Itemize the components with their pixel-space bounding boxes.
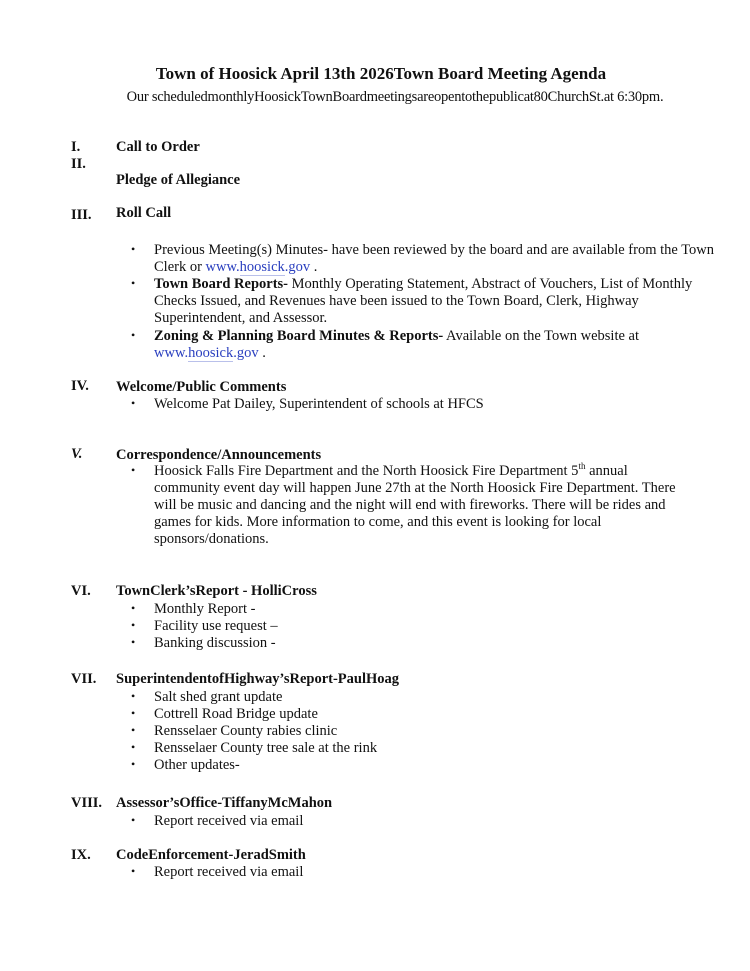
section-number: VIII. (71, 795, 103, 811)
list-item: • Rensselaer County rabies clinic (131, 723, 338, 739)
list-item: • Facility use request – (131, 618, 278, 634)
section-title: Pledge of Allegiance (116, 172, 241, 188)
section-title: Welcome/Public Comments (116, 379, 287, 395)
list-item: • Report received via email (131, 864, 304, 880)
bullet-icon: • (131, 601, 136, 615)
section-title: Roll Call (116, 205, 172, 221)
section-title: Call to Order (116, 139, 200, 155)
list-item: • Town Board Reports- Monthly Operating Statement, Abstract of Vouchers, List of Monthly Checks Issued, and Revenues have been issued to the Town Board, Clerk, Highway Superintendent, and Assessor. (131, 276, 693, 326)
list-item: • Zoning & Planning Board Minutes & Reports- Available on the Town website at www.hoosick.gov . (131, 328, 639, 361)
section-title: SuperintendentofHighway’sReport-PaulHoag (116, 671, 400, 687)
bullet-icon: • (131, 723, 136, 737)
hoosick-website-link[interactable]: www.hoosick.gov (205, 259, 311, 275)
section-number: IX. (71, 847, 91, 863)
bullet-icon: • (131, 740, 136, 754)
section-title: Correspondence/Announcements (116, 447, 322, 463)
list-item: • Salt shed grant update (131, 689, 283, 705)
section-number: VII. (71, 671, 97, 687)
list-item: • Cottrell Road Bridge update (131, 706, 318, 722)
list-item: • Rensselaer County tree sale at the rink (131, 740, 378, 756)
town-clerk-list (131, 601, 716, 652)
bullet-icon: • (131, 757, 136, 771)
bullet-icon: • (131, 635, 136, 649)
document-title: Town of Hoosick April 13th 2026Town Board Meeting Agenda (155, 64, 607, 83)
section-number: II. (71, 156, 86, 172)
list-item: • Hoosick Falls Fire Department and the North Hoosick Fire Department 5th annual community event day will happen June 27th at the North Hoosick Fire Department. There will be music and dancing and the night will end with fireworks. There will be rides and games for kids. More information to come, and this event is looking for local sponsors/donations. (131, 461, 676, 547)
assessor-list (131, 813, 716, 830)
section-title: Assessor’sOffice-TiffanyMcMahon (116, 795, 333, 811)
hoosick-website-link[interactable]: www.hoosick.gov (154, 345, 259, 361)
section-title: TownClerk’sReport - HolliCross (116, 583, 317, 599)
bullet-icon: • (131, 328, 136, 342)
code-enforcement-list (131, 864, 716, 881)
bullet-icon: • (131, 813, 136, 827)
section-number: I. (71, 139, 81, 155)
section-title: CodeEnforcement-JeradSmith (116, 847, 306, 863)
section-number: V. (71, 446, 83, 462)
bullet-icon: • (131, 463, 136, 477)
list-item: • Welcome Pat Dailey, Superintendent of schools at HFCS (131, 396, 484, 412)
list-item: • Other updates- (131, 757, 240, 773)
list-item: • Previous Meeting(s) Minutes- have been reviewed by the board and are available from the Town Clerk or www.hoosick.gov . (131, 242, 715, 275)
section-number: VI. (71, 583, 91, 599)
list-item: • Monthly Report - (131, 601, 256, 617)
correspondence-list (131, 463, 691, 548)
bullet-icon: • (131, 618, 136, 632)
public-comments-list (131, 396, 716, 413)
highway-report-list (131, 689, 716, 774)
bullet-icon: • (131, 864, 136, 878)
section-number: IV. (71, 378, 89, 394)
bullet-icon: • (131, 396, 136, 410)
bullet-icon: • (131, 242, 136, 256)
bullet-icon: • (131, 276, 136, 290)
bullet-icon: • (131, 706, 136, 720)
list-item: • Banking discussion - (131, 635, 276, 651)
meeting-info: Our scheduledmonthlyHoosickTownBoardmeetingsareopentothepublicat80ChurchSt.at 6:30pm. (126, 89, 664, 105)
list-item: • Report received via email (131, 813, 304, 829)
section-number: III. (71, 207, 92, 223)
bullet-icon: • (131, 689, 136, 703)
roll-call-list (131, 242, 716, 362)
